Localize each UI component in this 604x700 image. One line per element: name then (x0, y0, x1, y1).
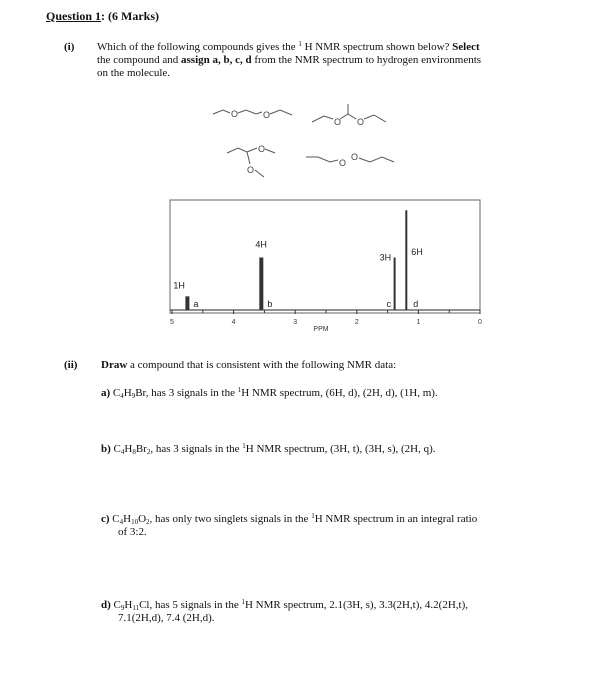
formula: $C_4H_9Br$ (112, 387, 146, 400)
item-letter: a) (101, 387, 111, 399)
question-heading: Question 1: (6 Marks) (46, 9, 159, 23)
nmr-spectrum (170, 200, 482, 333)
x-tick-label: 5 (170, 319, 174, 326)
part-i-line3: on the molecule. (97, 67, 171, 79)
svg-text:O: O (258, 144, 266, 154)
peak-a (185, 296, 189, 310)
x-tick-label: 1 (416, 319, 421, 326)
peak-integral: 4H (255, 239, 267, 250)
formula: $C_4H_{10}O_2$ (112, 513, 150, 526)
peak-c (394, 258, 396, 311)
svg-text:O: O (247, 165, 255, 175)
peak-label: a (193, 299, 199, 309)
molecule-1 (213, 109, 292, 120)
part-ii-item: a) $C_4H_9Br$, has 3 signals in the $^1$H NMR spectrum, (6H, d), (2H, d), (1H, m). (101, 386, 438, 400)
x-tick-label: 4 (231, 319, 236, 326)
formula: $C_4H_8Br_2$ (113, 443, 151, 456)
peak-b (259, 258, 263, 311)
part-i-line1: Which of the following compounds gives the $^1$ H NMR spectrum shown below? Select (97, 40, 480, 53)
x-axis-label: PPM (313, 326, 329, 333)
x-tick-label: 2 (354, 319, 359, 326)
spectrum-frame (170, 200, 480, 313)
item-letter: d) (101, 599, 111, 611)
formula: $C_9H_{11}Cl$ (113, 599, 150, 612)
x-tick-label: 3 (293, 319, 298, 326)
part-ii-item: b) $C_4H_8Br_2$, has 3 signals in the $^1$H NMR spectrum, (3H, t), (3H, s), (2H, q). (101, 442, 436, 456)
svg-text:O: O (231, 109, 239, 119)
svg-text:O: O (263, 110, 271, 120)
molecule-3 (227, 144, 275, 177)
item-letter: c) (101, 513, 110, 525)
svg-text:O: O (351, 152, 359, 162)
molecule-4 (306, 152, 394, 168)
peak-label: b (267, 299, 273, 309)
peak-integral: 1H (173, 280, 185, 291)
part-i-label: (i) (64, 41, 75, 53)
peak-d (405, 210, 407, 310)
part-ii-label: (ii) (64, 359, 78, 371)
peak-integral: 3H (379, 252, 392, 263)
peak-integral: 6H (411, 247, 423, 258)
part-i-line2: the compound and assign a, b, c, d from the NMR spectrum to hydrogen environments (97, 54, 482, 66)
svg-text:O: O (334, 117, 342, 127)
part-ii-item: d) $C_9H_{11}Cl$, has 5 signals in the $^1$H NMR spectrum, 2.1(3H, s), 3.3(2H,t), 4.2(2H,t), 7.1(2H,d), 7.4 (2H,d). (101, 598, 468, 624)
svg-text:O: O (357, 117, 365, 127)
svg-text:O: O (339, 158, 347, 168)
peak-label: c (386, 299, 392, 309)
part-ii-intro: Draw a compound that is consistent with the following NMR data: (101, 359, 397, 371)
item-letter: b) (101, 443, 111, 455)
x-tick-label: 0 (478, 319, 482, 326)
peak-label: d (413, 299, 419, 309)
part-ii-item: c) $C_4H_{10}O_2$, has only two singlets signals in the $^1$H NMR spectrum in an integral ratio of 3:2. (101, 512, 478, 538)
molecule-2 (312, 104, 386, 127)
